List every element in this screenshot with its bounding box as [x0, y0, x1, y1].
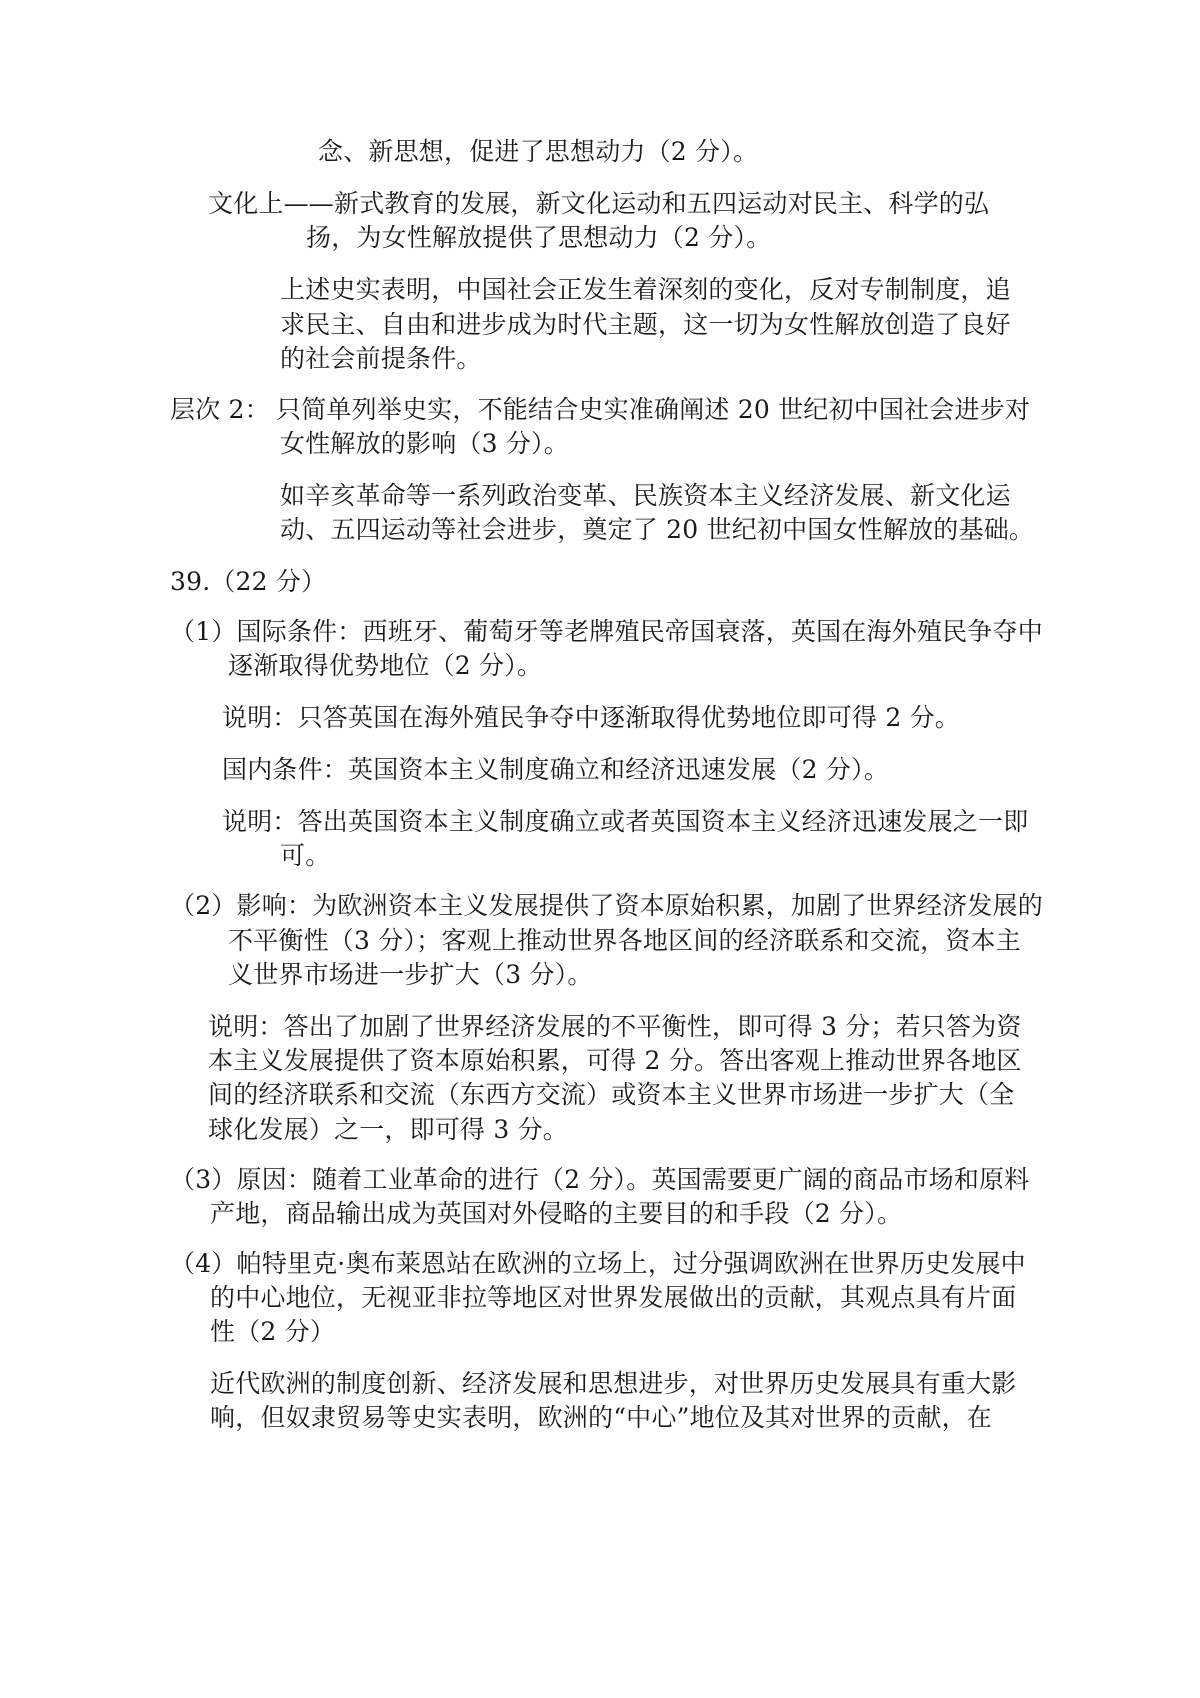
text-line: （4）帕特里克·奥布莱恩站在欧洲的立场上，过分强调欧洲在世界历史发展中 — [170, 1249, 1026, 1278]
text-line: 产地，商品输出成为英国对外侵略的主要目的和手段（2 分）。 — [210, 1199, 903, 1228]
text-line: 扬，为女性解放提供了思想动力（2 分）。 — [306, 223, 772, 252]
text-line: 的中心地位，无视亚非拉等地区对世界发展做出的贡献，其观点具有片面 — [210, 1283, 1017, 1312]
text-line: 球化发展）之一，即可得 3 分。 — [208, 1115, 569, 1144]
text-line: 近代欧洲的制度创新、经济发展和思想进步，对世界历史发展具有重大影 — [210, 1369, 1017, 1398]
text-line: 说明：答出了加剧了世界经济发展的不平衡性，即可得 3 分；若只答为资 — [208, 1012, 1022, 1041]
text-line: 只简单列举史实，不能结合史实准确阐述 20 世纪初中国社会进步对 — [276, 395, 1031, 424]
text-line: （2）影响：为欧洲资本主义发展提供了资本原始积累，加剧了世界经济发展的 — [170, 891, 1043, 920]
text-line: 逐渐取得优势地位（2 分）。 — [228, 651, 543, 680]
text-line: 国内条件：英国资本主义制度确立和经济迅速发展（2 分）。 — [222, 755, 889, 784]
text-line: 义世界市场进一步扩大（3 分）。 — [228, 960, 593, 989]
text-line: 女性解放的影响（3 分）。 — [280, 429, 569, 458]
text-line: 的社会前提条件。 — [280, 344, 482, 373]
text-line: 求民主、自由和进步成为时代主题，这一切为女性解放创造了良好 — [280, 310, 1011, 339]
text-line: 性（2 分） — [210, 1317, 336, 1346]
question-number: 39.（22 分） — [170, 567, 327, 596]
text-line: 念、新思想，促进了思想动力（2 分）。 — [318, 137, 759, 166]
level-heading — [170, 392, 1030, 428]
text-line: （3）原因：随着工业革命的进行（2 分）。英国需要更广阔的商品市场和原料 — [170, 1165, 1030, 1194]
text-line: 间的经济联系和交流（东西方交流）或资本主义世界市场进一步扩大（全 — [208, 1080, 1015, 1109]
text-line: 文化上——新式教育的发展，新文化运动和五四运动对民主、科学的弘 — [208, 189, 990, 218]
text-line: 可。 — [280, 841, 331, 870]
text-line: 不平衡性（3 分）；客观上推动世界各地区间的经济联系和交流，资本主 — [228, 926, 1021, 955]
text-line: 说明：答出英国资本主义制度确立或者英国资本主义经济迅速发展之一即 — [222, 807, 1029, 836]
text-line: （1）国际条件：西班牙、葡萄牙等老牌殖民帝国衰落，英国在海外殖民争夺中 — [170, 617, 1043, 646]
text-line: 动、五四运动等社会进步，奠定了 20 世纪初中国女性解放的基础。 — [280, 515, 1035, 544]
text-line: 本主义发展提供了资本原始积累，可得 2 分。答出客观上推动世界各地区 — [208, 1046, 1022, 1075]
text-line: 如辛亥革命等一系列政治变革、民族资本主义经济发展、新文化运 — [280, 481, 1011, 510]
text-line: 响，但奴隶贸易等史实表明，欧洲的“中心”地位及其对世界的贡献，在 — [210, 1403, 992, 1432]
text-line: 上述史实表明，中国社会正发生着深刻的变化，反对专制制度，追 — [280, 275, 1011, 304]
level-label: 层次 2： — [170, 395, 270, 424]
text-line: 说明：只答英国在海外殖民争夺中逐渐取得优势地位即可得 2 分。 — [222, 703, 961, 732]
